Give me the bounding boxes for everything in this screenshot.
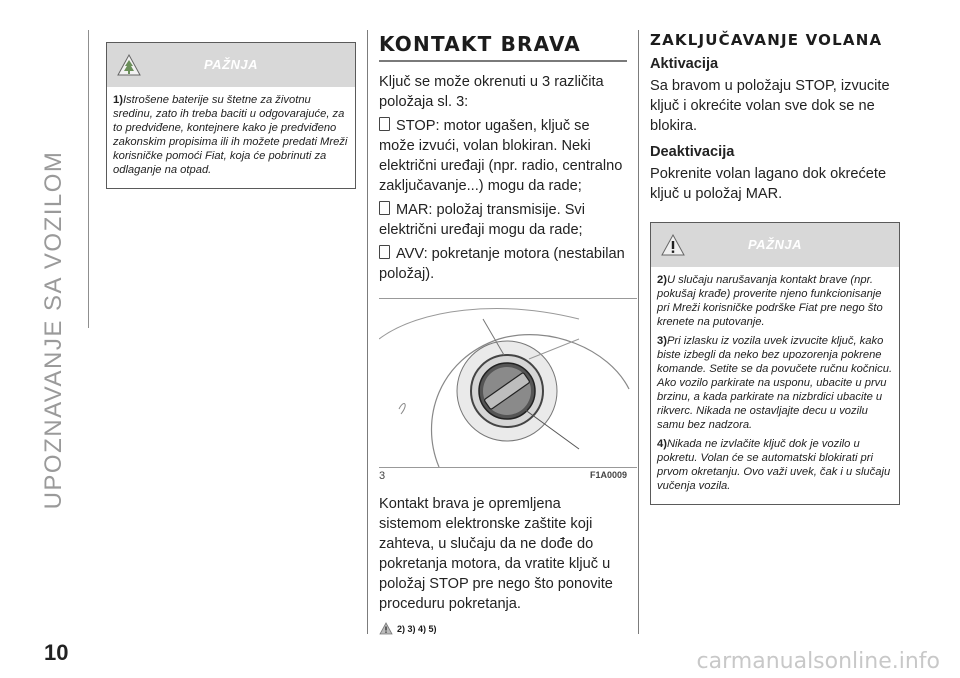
list-item-text: MAR: položaj transmisije. Svi električni uređaji mogu da rade; bbox=[379, 202, 585, 238]
warning-header bbox=[107, 43, 355, 87]
warning-triangle-icon bbox=[379, 622, 393, 635]
column-3 bbox=[650, 32, 900, 505]
deactivation-text: Pokrenite volan lagano dok okrećete ključ u položaj MAR. bbox=[650, 166, 887, 202]
warning-triangle-icon bbox=[661, 233, 685, 257]
column-1 bbox=[106, 42, 356, 189]
deactivation-heading: Deaktivacija bbox=[650, 144, 735, 160]
note-text: Istrošene baterije su štetne za životnu sredinu, zato ih treba baciti u odgovarajuće, za to predviđene, kontejnere kako je predviđeno zakonskim propisima ili ih možete predati Mreži korisničke pomoći Fiat, koja će pobrinuti za odlaganje na otpad. bbox=[113, 94, 348, 176]
heading-underline bbox=[379, 60, 627, 62]
warning-title: PAŽNJA bbox=[747, 237, 803, 252]
page-number: 10 bbox=[44, 640, 69, 665]
figure-number: 3 bbox=[379, 470, 386, 482]
activation-heading: Aktivacija bbox=[650, 56, 719, 72]
section-heading: ZAKLJUČAVANJE VOLANA bbox=[650, 31, 883, 49]
warning-note bbox=[657, 334, 893, 432]
figure-code: F1A0009 bbox=[589, 470, 627, 480]
list-item bbox=[379, 116, 627, 196]
note-number: 1) bbox=[113, 94, 123, 106]
activation-text: Sa bravom u položaju STOP, izvucite ključ i okrećite volan sve dok se ne blokira. bbox=[650, 78, 890, 134]
warning-body bbox=[107, 87, 355, 188]
figure-caption bbox=[379, 470, 627, 482]
note-number: 3) bbox=[657, 335, 667, 347]
column-divider bbox=[638, 30, 639, 634]
ignition-lock-drawing bbox=[379, 299, 637, 467]
list-item bbox=[379, 244, 627, 284]
bullet-icon bbox=[379, 201, 390, 215]
bullet-icon bbox=[379, 117, 390, 131]
note-number: 2) bbox=[657, 274, 667, 286]
list-item-text: AVV: pokretanje motora (nestabilan položaj). bbox=[379, 246, 625, 282]
section-side-title: UPOZNAVANJE SA VOZILOM bbox=[40, 150, 67, 510]
environment-warning-box bbox=[106, 42, 356, 189]
warning-title: PAŽNJA bbox=[203, 57, 259, 72]
warning-note bbox=[657, 273, 893, 329]
column-2 bbox=[379, 32, 627, 635]
bullet-icon bbox=[379, 245, 390, 259]
note-text: Nikada ne izvlačite ključ dok je vozilo u pokretu. Volan će se automatski blokirati pri prvom okretanju. Ovo važi uvek, čak i u slučaju vučenja vozila. bbox=[657, 438, 891, 492]
side-divider bbox=[88, 30, 89, 328]
intro-text: Ključ se može okrenuti u 3 različita položaja sl. 3: bbox=[379, 74, 604, 110]
list-item bbox=[379, 200, 627, 240]
tree-icon bbox=[117, 53, 141, 77]
warning-header bbox=[651, 223, 899, 267]
warning-references bbox=[379, 622, 627, 635]
paragraph: Kontakt brava je opremljena sistemom elektronske zaštite koji zahteva, u slučaju da ne dođe do pokretanja motora, da vratite ključ u položaj STOP pre nego što ponovite proceduru pokretanja. bbox=[379, 496, 613, 612]
warning-body bbox=[651, 267, 899, 504]
note-text: Pri izlasku iz vozila uvek izvucite ključ, kako biste izbegli da neko bez upozorenja pokrene komande. Setite se da povučete ručnu kočnicu. Ako vozilo parkirate na usponu, ubacite u prvu brzinu, a kada parkirate na nizbrdici ubacite u rikverc. Nikada ne ostavljajte decu u vozilu samu bez nadzora. bbox=[657, 335, 893, 431]
note-text: U slučaju narušavanja kontakt brave (npr. pokušaj krađe) proverite njeno funkcionisanje pri Mreži korisničke podrške Fiat pre nego što krenete na putovanje. bbox=[657, 274, 883, 328]
note-number: 4) bbox=[657, 438, 667, 450]
ignition-illustration bbox=[379, 298, 637, 468]
list-item-text: STOP: motor ugašen, ključ se može izvući, volan blokiran. Neki električni uređaji (npr. radio, centralno zaključavanje...) mogu da rade; bbox=[379, 118, 623, 194]
reference-numbers: 2) 3) 4) 5) bbox=[397, 623, 437, 634]
watermark-url: carmanualsonline.info bbox=[696, 649, 940, 674]
caution-box bbox=[650, 222, 900, 505]
column-divider bbox=[367, 30, 368, 634]
warning-note bbox=[657, 437, 893, 493]
section-heading: KONTAKT BRAVA bbox=[379, 32, 581, 56]
